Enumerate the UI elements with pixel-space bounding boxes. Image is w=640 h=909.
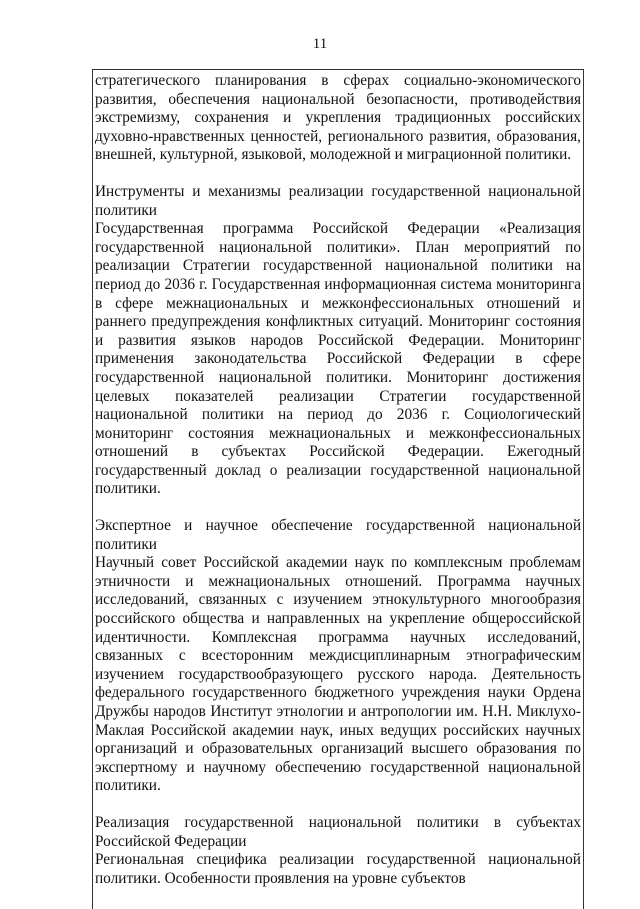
- section-body: Государственная программа Российской Федерации «Реализация государственной национальной политики». План мероприятий по реализации Стратегии государственной национальной политики на период до 2036 г. Государственная информационная система мониторинга в сфере межнациональных и межконфессиональных отношений и раннего предупреждения конфликтных ситуаций. Мониторинг состояния и развития языков народов Российской Федерации. Мониторинг применения законодательства Российской Федерации в сфере государственной национальной политики. Мониторинг достижения целевых показателей реализации Стратегии государственной национальной политики на период до 2036 г. Социологический мониторинг состояния межнациональных и межконфессиональных отношений в субъектах Российской Федерации. Ежегодный государственный доклад о реализации государственной национальной политики.: [95, 220, 581, 498]
- document-body: [95, 72, 581, 888]
- section-body: Региональная специфика реализации государственной национальной политики. Особенности проявления на уровне субъектов: [95, 851, 581, 887]
- section-regional: [95, 814, 581, 888]
- section-body: Научный совет Российской академии наук по комплексным проблемам этничности и межнациональных отношений. Программа научных исследований, связанных с изучением этнокультурного многообразия российского общества и направленных на укрепление общероссийской идентичности. Комплексная программа научных исследований, связанных с всесторонним междисциплинарным этнографическим изучением государствообразующего русского народа. Деятельность федерального государственного бюджетного учреждения науки Ордена Дружбы народов Институт этнологии и антропологии им. Н.Н. Миклухо-Маклая Российской академии наук, иных ведущих российских научных организаций и образовательных организаций высшего образования по экспертному и научному обеспечению государственной национальной политики.: [95, 554, 581, 795]
- page-number: 11: [312, 36, 328, 52]
- section-title: Экспертное и научное обеспечение государственной национальной политики: [95, 517, 581, 553]
- section-instruments: [95, 183, 581, 499]
- section-title: Реализация государственной национальной политики в субъектах Российской Федерации: [95, 813, 581, 850]
- section-title: Инструменты и механизмы реализации государственной национальной политики: [95, 182, 581, 219]
- section-expert-support: [95, 517, 581, 796]
- intro-paragraph: стратегического планирования в сферах социально-экономического развития, обеспечения национальной безопасности, противодействия экстремизму, сохранения и укрепления традиционных российских духовно-нравственных ценностей, регионального развития, образования, внешней, культурной, языковой, молодежной и миграционной политики.: [95, 72, 581, 164]
